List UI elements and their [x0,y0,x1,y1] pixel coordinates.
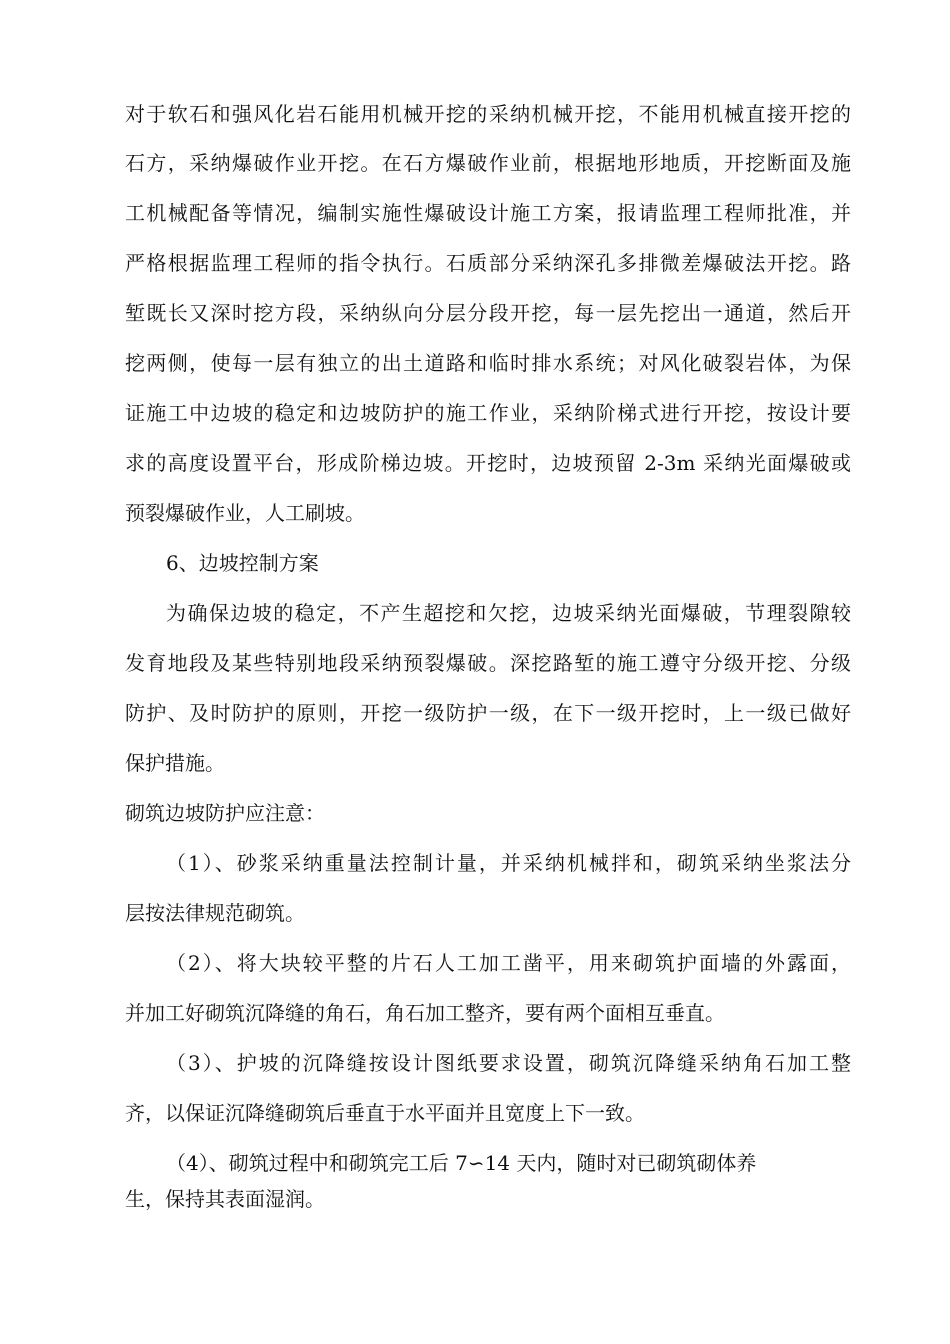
para1-line: 严格根据监理工程师的指令执行。石质部分采纳深孔多排微差爆破法开挖。路 [125,251,851,275]
list-item-line: （4）、砌筑过程中和砌筑完工后 7∽14 天内，随时对已砌筑砌体养 [166,1151,757,1175]
list-item-line: （1）、砂浆采纳重量法控制计量，并采纳机械拌和，砌筑采纳坐浆法分 [166,851,851,875]
para1-line: 证施工中边坡的稳定和边坡防护的施工作业，采纳阶梯式进行开挖，按设计要 [125,401,851,425]
list-item-line: （2）、将大块较平整的片石人工加工凿平，用来砌筑护面墙的外露面， [166,951,851,975]
para1-line: 对于软石和强风化岩石能用机械开挖的采纳机械开挖，不能用机械直接开挖的 [125,102,851,126]
para1-line: 挖两侧，使每一层有独立的出土道路和临时排水系统；对风化破裂岩体，为保 [125,351,851,375]
list-item-line: 生，保持其表面湿润。 [125,1187,325,1211]
list-item-line: 层按法律规范砌筑。 [125,901,305,925]
para2-line: 防护、及时防护的原则，开挖一级防护一级，在下一级开挖时，上一级已做好 [125,701,851,725]
list-item-line: 并加工好砌筑沉降缝的角石，角石加工整齐，要有两个面相互垂直。 [125,1001,725,1025]
masonry-note: 砌筑边坡防护应注意： [125,801,325,825]
list-item-line: （3）、护坡的沉降缝按设计图纸要求设置，砌筑沉降缝采纳角石加工整 [166,1051,851,1075]
para2-line: 保护措施。 [125,751,225,775]
section-heading: 6、边坡控制方案 [166,551,319,575]
para1-line: 石方，采纳爆破作业开挖。在石方爆破作业前，根据地形地质，开挖断面及施 [125,151,851,175]
list-item-line: 齐，以保证沉降缝砌筑后垂直于水平面并且宽度上下一致。 [125,1101,645,1125]
para1-line: 求的高度设置平台，形成阶梯边坡。开挖时，边坡预留 2-3m 采纳光面爆破或 [125,451,851,475]
para1-line: 工机械配备等情况，编制实施性爆破设计施工方案，报请监理工程师批准，并 [125,201,851,225]
para1-line: 预裂爆破作业，人工刷坡。 [125,501,365,525]
para2-line: 发育地段及某些特别地段采纳预裂爆破。深挖路堑的施工遵守分级开挖、分级 [125,651,851,675]
para1-line: 堑既长又深时挖方段，采纳纵向分层分段开挖，每一层先挖出一通道，然后开 [125,301,851,325]
para2-line: 为确保边坡的稳定，不产生超挖和欠挖，边坡采纳光面爆破，节理裂隙较 [166,601,851,625]
